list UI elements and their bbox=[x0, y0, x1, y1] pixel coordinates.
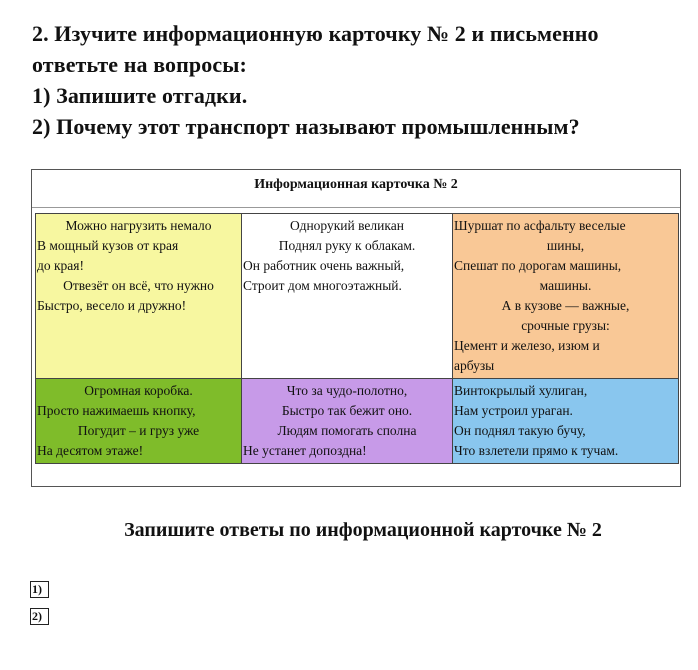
riddle-line: А в кузове — важные, bbox=[501, 298, 630, 313]
card-title-divider bbox=[32, 207, 680, 208]
riddle-line: Людям помогать сполна bbox=[277, 423, 417, 438]
riddle-line: На десятом этаже! bbox=[37, 443, 144, 458]
riddle-line: Отвезёт он всё, что нужно bbox=[63, 278, 214, 293]
riddle-line: В мощный кузов от края bbox=[37, 238, 179, 253]
riddle-line: Спешат по дорогам машины, bbox=[454, 258, 622, 273]
task-line-1: 2. Изучите информационную карточку № 2 и письменно bbox=[32, 21, 599, 46]
riddle-line: машины. bbox=[539, 278, 592, 293]
riddle-line: Он поднял такую бучу, bbox=[454, 423, 586, 438]
riddle-line: шины, bbox=[546, 238, 585, 253]
riddle-cell-truck bbox=[35, 213, 242, 379]
riddle-line: Что взлетели прямо к тучам. bbox=[454, 443, 619, 458]
riddle-line: Шуршат по асфальту веселые bbox=[454, 218, 626, 233]
task-question-2: 2) Почему этот транспорт называют промышленным? bbox=[32, 114, 580, 139]
riddle-line: до края! bbox=[37, 258, 84, 273]
riddle-line: Не устанет допоздна! bbox=[243, 443, 367, 458]
riddle-cell-elevator bbox=[35, 378, 242, 464]
card-title: Информационная карточка № 2 bbox=[254, 177, 458, 192]
riddle-line: Однорукий великан bbox=[290, 218, 404, 233]
riddle-cell-helicopter bbox=[452, 378, 679, 464]
riddle-line: Огромная коробка. bbox=[84, 383, 193, 398]
riddle-line: Что за чудо-полотно, bbox=[286, 383, 408, 398]
riddle-line: срочные грузы: bbox=[521, 318, 610, 333]
riddle-line: арбузы bbox=[454, 358, 495, 373]
riddle-cell-crane bbox=[241, 213, 453, 379]
riddle-line: Быстро, весело и дружно! bbox=[37, 298, 187, 313]
task-heading bbox=[32, 18, 696, 142]
riddle-line: Он работник очень важный, bbox=[243, 258, 405, 273]
riddle-line: Винтокрылый хулиган, bbox=[454, 383, 588, 398]
answer-field-2[interactable]: 2) bbox=[30, 608, 49, 625]
riddle-line: Нам устроил ураган. bbox=[454, 403, 573, 418]
riddle-line: Можно нагрузить немало bbox=[65, 218, 212, 233]
riddle-line: Быстро так бежит оно. bbox=[281, 403, 413, 418]
riddle-cell-cars bbox=[452, 213, 679, 379]
answers-title: Запишите ответы по информационной карточке № 2 bbox=[124, 519, 602, 541]
answer-field-1[interactable]: 1) bbox=[30, 581, 49, 598]
riddle-line: Поднял руку к облакам. bbox=[278, 238, 416, 253]
task-line-2: ответьте на вопросы: bbox=[32, 52, 247, 77]
riddle-line: Погудит – и груз уже bbox=[77, 423, 200, 438]
riddle-cell-escalator bbox=[241, 378, 453, 464]
riddle-line: Просто нажимаешь кнопку, bbox=[37, 403, 196, 418]
task-question-1: 1) Запишите отгадки. bbox=[32, 83, 248, 108]
riddle-line: Цемент и железо, изюм и bbox=[454, 338, 600, 353]
riddle-line: Строит дом многоэтажный. bbox=[243, 278, 402, 293]
